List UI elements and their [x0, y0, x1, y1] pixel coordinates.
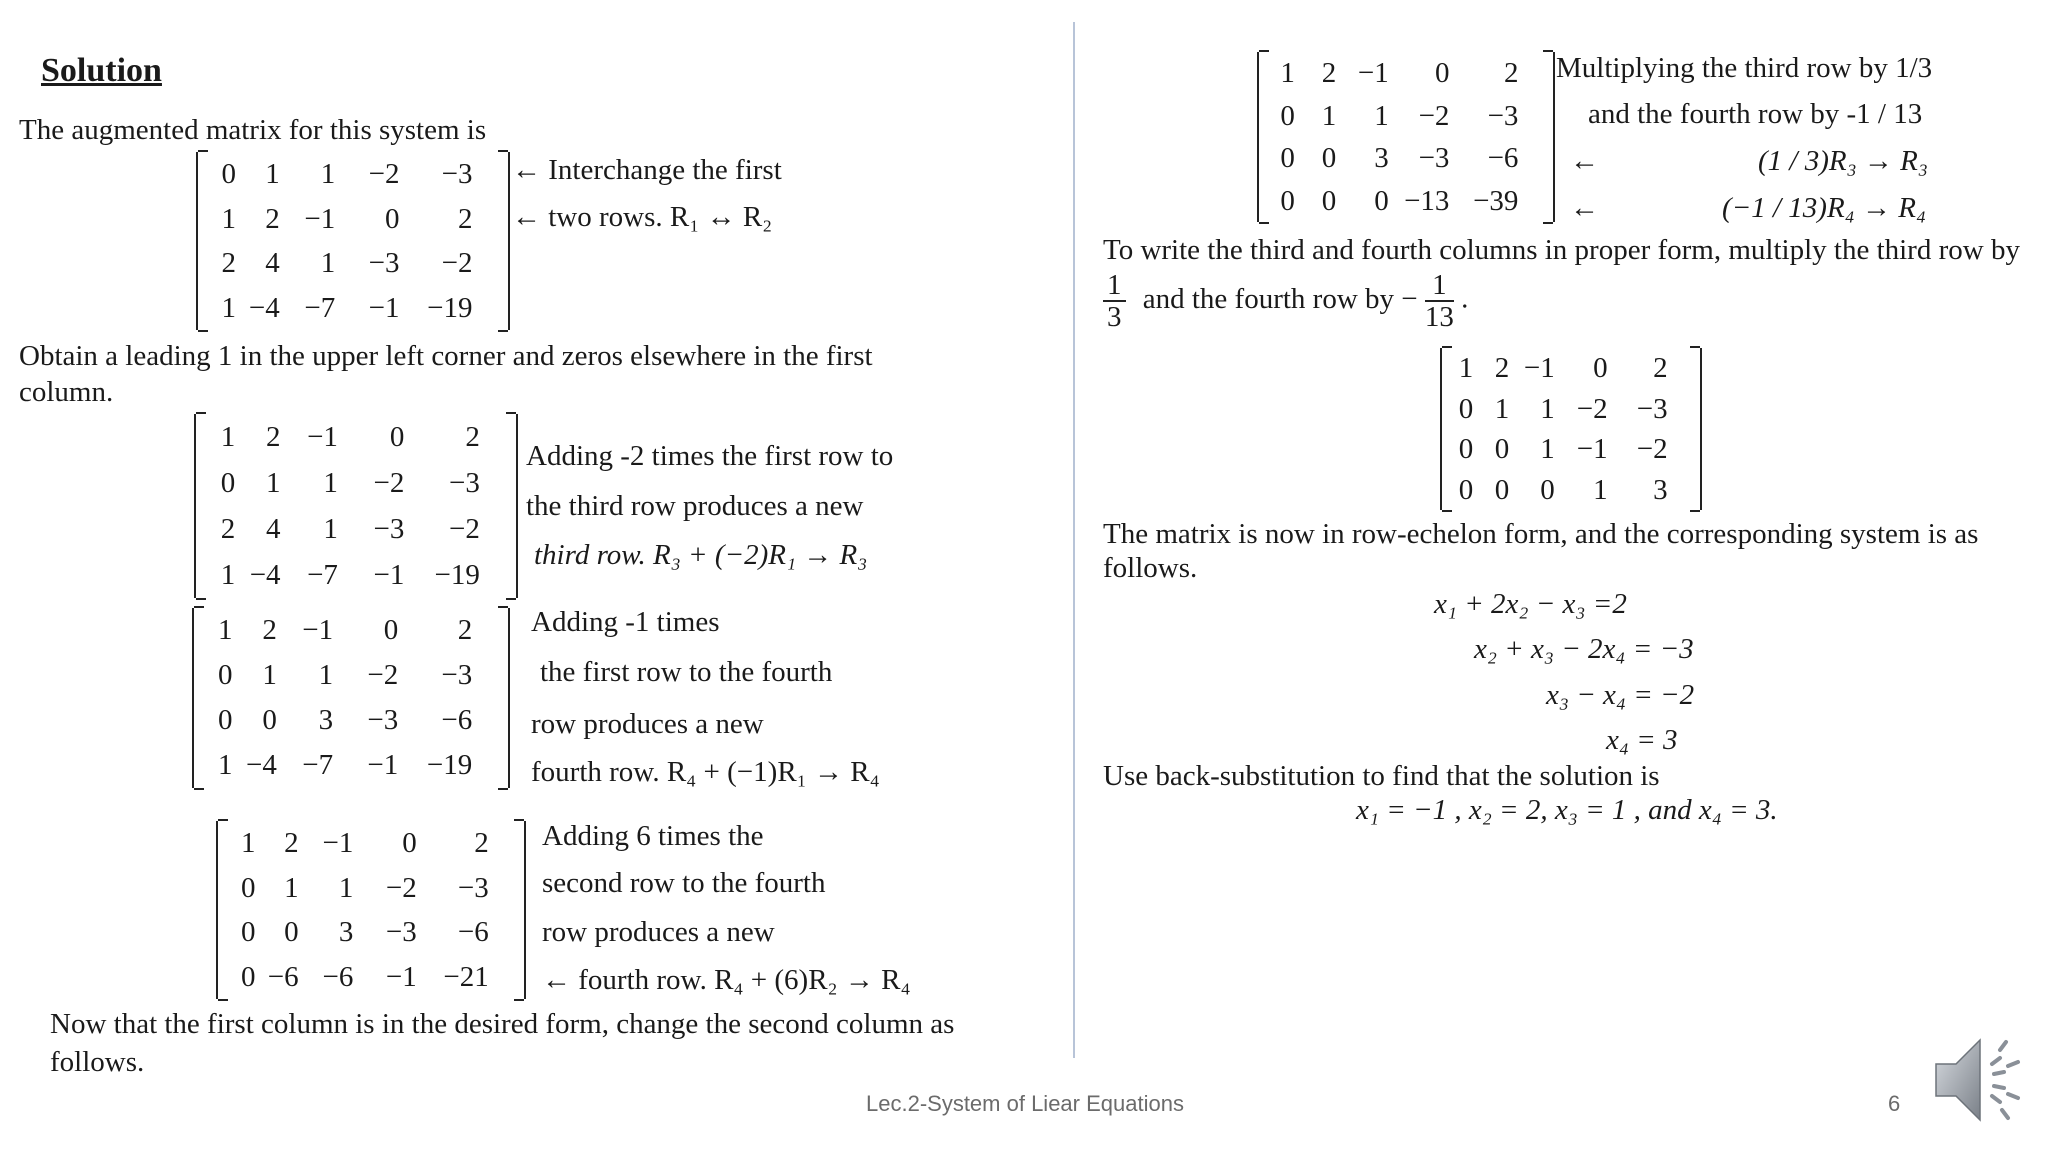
matrix-row	[196, 506, 516, 552]
matrix-2-note-3: third row. R₃ + (−2)R₁ → R₃	[534, 539, 868, 571]
matrix-5-note-1: Multiplying the third row by 1/3	[1556, 52, 1933, 84]
matrix-cell: 4	[266, 513, 281, 545]
matrix-cell: −1	[373, 559, 405, 591]
fraction-one-third: $\frac{1}{3}$	[1103, 270, 1126, 332]
matrix-3	[192, 608, 510, 788]
paragraph-2-line-2: column.	[19, 376, 114, 408]
matrix-cell: 3	[318, 704, 334, 736]
matrix-cell: −3	[385, 916, 417, 948]
matrix-cell: −7	[307, 559, 338, 591]
matrix-cell: −3	[457, 871, 489, 904]
matrix-cell: 1	[240, 827, 256, 859]
solution-heading: Solution	[41, 52, 162, 89]
speaker-icon-graphic	[1930, 1030, 2030, 1130]
matrix-cell: −1	[385, 960, 417, 993]
right-paragraph-1-line-2	[1103, 270, 1468, 332]
matrix-cell: 1	[266, 467, 281, 499]
matrix-row	[198, 152, 508, 197]
matrix-cell: 1	[265, 158, 280, 190]
matrix-cell: −1	[1357, 57, 1389, 89]
matrix-cell: 0	[1374, 184, 1389, 217]
matrix-cell: −3	[441, 659, 473, 691]
matrix-cell: 2	[265, 202, 280, 235]
matrix-cell: 0	[240, 960, 256, 993]
matrix-1	[196, 152, 510, 330]
matrix-cell: −39	[1473, 184, 1519, 217]
matrix-cell: 0	[1280, 142, 1295, 174]
matrix-4-note-2: second row to the fourth	[542, 867, 826, 899]
matrix-5-note-2: and the fourth row by -1 / 13	[1588, 98, 1923, 130]
matrix-row	[218, 955, 524, 1000]
equation-4: x₄ = 3	[1606, 724, 1678, 756]
matrix-cell: 1	[338, 871, 354, 904]
matrix-4-note-3: row produces a new	[542, 916, 775, 948]
matrix-cell: −1	[368, 291, 400, 324]
matrix-cell: 1	[221, 291, 236, 324]
matrix-2-note-1: Adding -2 times the first row to	[526, 440, 894, 472]
matrix-4	[216, 821, 526, 999]
matrix-4-note-4: ← fourth row. R₄ + (6)R₂ → R₄	[542, 964, 911, 996]
matrix-cell: −13	[1404, 184, 1450, 217]
matrix-row	[194, 608, 508, 653]
matrix-cell: 0	[1540, 473, 1555, 506]
matrix-3-note-3: row produces a new	[531, 708, 764, 740]
column-divider	[1073, 22, 1075, 1058]
matrix-row	[196, 414, 516, 460]
matrix-row	[198, 241, 508, 286]
matrix-row	[218, 821, 524, 866]
matrix-cell: −2	[373, 467, 405, 499]
matrix-cell: −2	[385, 871, 417, 904]
matrix-cell: 1	[320, 158, 336, 190]
matrix-row	[194, 698, 508, 743]
equation-3: x₃ − x₄ = −2	[1546, 679, 1695, 711]
matrix-cell: −3	[373, 513, 405, 545]
matrix-2-note-2: the third row produces a new	[526, 490, 864, 522]
matrix-cell: −6	[322, 960, 354, 993]
matrix-cell: 0	[221, 158, 236, 190]
matrix-cell: −1	[322, 827, 354, 859]
solution-line: x₁ = −1 , x₂ = 2, x₃ = 1 , and x₄ = 3.	[1356, 794, 1778, 826]
matrix-5-note-3-op: (1 / 3)R₃ → R₃	[1758, 145, 1928, 177]
matrix-cell: −2	[368, 158, 400, 190]
matrix-cell: −3	[441, 158, 473, 190]
matrix-3-note-1: Adding -1 times	[531, 606, 720, 638]
matrix-cell: 0	[217, 659, 233, 691]
matrix-row	[194, 653, 508, 698]
matrix-cell: 0	[240, 916, 256, 948]
matrix-row	[198, 286, 508, 331]
matrix-cell: 0	[262, 704, 277, 736]
matrix-cell: −3	[1636, 392, 1668, 425]
matrix-cell: 0	[1458, 433, 1474, 465]
matrix-cell: −1	[302, 614, 334, 646]
matrix-cell: −19	[427, 291, 473, 324]
fraction-one-thirteenth: $\frac{1}{13}$	[1424, 269, 1454, 333]
matrix-row	[1442, 348, 1700, 389]
matrix-cell: 1	[217, 614, 233, 646]
matrix-cell: 0	[240, 871, 256, 904]
matrix-cell: −2	[1418, 99, 1450, 132]
matrix-cell: 1	[1374, 99, 1389, 132]
matrix-cell: 0	[1280, 184, 1295, 217]
matrix-cell: −6	[441, 704, 473, 736]
matrix-cell: 0	[389, 421, 405, 453]
matrix-cell: 1	[320, 247, 336, 279]
matrix-cell: 0	[220, 467, 236, 499]
paragraph-3-line-2: follows.	[50, 1046, 145, 1078]
matrix-cell: −2	[1576, 392, 1608, 425]
matrix-row	[198, 197, 508, 242]
matrix-cell: −3	[368, 247, 400, 279]
matrix-row	[218, 866, 524, 911]
matrix-cell: 2	[457, 614, 473, 646]
matrix-cell: −19	[426, 749, 473, 781]
matrix-row	[1259, 95, 1553, 138]
matrix-cell: −3	[367, 704, 399, 736]
matrix-row	[1259, 52, 1553, 95]
matrix-cell: 0	[384, 202, 400, 235]
equation-1: x₁ + 2x₂ − x₃ =2	[1434, 588, 1627, 620]
matrix-cell: 2	[266, 421, 281, 453]
matrix-cell: −4	[246, 749, 277, 781]
matrix-cell: 0	[217, 704, 233, 736]
speaker-icon[interactable]	[1930, 1030, 2030, 1130]
matrix-cell: −1	[304, 202, 336, 235]
matrix-5-note-3-arrow: ←	[1570, 145, 1599, 177]
matrix-cell: 4	[265, 247, 280, 279]
matrix-row	[218, 910, 524, 955]
matrix-row	[1442, 470, 1700, 511]
matrix-1-note-1: ← Interchange the first	[512, 154, 782, 186]
matrix-cell: 2	[1494, 352, 1510, 384]
matrix-cell: −6	[457, 916, 489, 948]
matrix-cell: 1	[1540, 433, 1555, 465]
matrix-row	[1442, 429, 1700, 470]
matrix-cell: 1	[284, 871, 299, 904]
matrix-cell: 2	[220, 513, 236, 545]
intro-text: The augmented matrix for this system is	[19, 114, 487, 146]
matrix-cell: −4	[249, 559, 281, 591]
paragraph-3-line-1: Now that the first column is in the desired form, change the second column as	[50, 1008, 955, 1040]
matrix-cell: 1	[1593, 473, 1608, 506]
matrix-row	[196, 552, 516, 598]
matrix-cell: 3	[1653, 473, 1668, 506]
matrix-cell: 1	[1321, 99, 1337, 132]
matrix-3-note-4: fourth row. R₄ + (−1)R₁ → R₄	[531, 756, 880, 788]
footer-title: Lec.2-System of Liear Equations	[866, 1091, 1184, 1116]
matrix-cell: 1	[1540, 392, 1555, 425]
matrix-cell: −7	[304, 291, 336, 324]
matrix-cell: −2	[449, 513, 480, 545]
matrix-cell: −1	[1576, 433, 1608, 465]
matrix-cell: 0	[1434, 57, 1450, 89]
matrix-cell: −7	[302, 749, 334, 781]
matrix-5-note-4-arrow: ←	[1570, 192, 1599, 224]
matrix-cell: 2	[474, 827, 489, 859]
matrix-cell: 0	[402, 827, 417, 859]
matrix-cell: −2	[1636, 433, 1668, 465]
matrix-cell: −1	[367, 749, 399, 781]
matrix-cell: 0	[1458, 392, 1474, 425]
matrix-cell: 0	[1321, 142, 1337, 174]
matrix-row	[1259, 180, 1553, 223]
matrix-row	[1442, 389, 1700, 430]
matrix-6	[1440, 348, 1702, 510]
matrix-1-note-2: ← two rows. R₁ ↔ R₂	[512, 201, 773, 233]
matrix-cell: −4	[248, 291, 280, 324]
matrix-cell: −2	[367, 659, 399, 691]
matrix-cell: 2	[1653, 352, 1668, 384]
right-paragraph-2-line-2: follows.	[1103, 552, 1198, 584]
matrix-cell: 0	[383, 614, 399, 646]
matrix-cell: 1	[1458, 352, 1474, 384]
matrix-4-note-1: Adding 6 times the	[542, 820, 764, 852]
matrix-cell: 0	[284, 916, 299, 948]
page-number: 6	[1888, 1091, 1901, 1116]
period: .	[1461, 282, 1469, 315]
right-paragraph-3: Use back-substitution to find that the solution is	[1103, 760, 1660, 792]
matrix-cell: 1	[1280, 57, 1295, 89]
matrix-cell: 0	[1321, 184, 1337, 217]
matrix-5	[1257, 52, 1555, 222]
matrix-cell: −19	[434, 559, 480, 591]
matrix-2	[194, 414, 518, 598]
matrix-row	[196, 460, 516, 506]
matrix-cell: −3	[1418, 142, 1450, 174]
paragraph-2-line-1: Obtain a leading 1 in the upper left corner and zeros elsewhere in the first	[19, 340, 873, 372]
matrix-row	[1259, 137, 1553, 180]
matrix-cell: 1	[220, 421, 236, 453]
matrix-cell: 1	[217, 749, 233, 781]
matrix-cell: 1	[221, 202, 236, 235]
matrix-cell: 1	[1494, 392, 1510, 425]
matrix-row	[194, 743, 508, 788]
matrix-5-note-4-op: (−1 / 13)R₄ → R₄	[1722, 192, 1927, 224]
matrix-cell: 3	[338, 916, 354, 948]
matrix-cell: 1	[262, 659, 277, 691]
matrix-cell: 0	[1280, 99, 1295, 132]
matrix-cell: 1	[220, 559, 236, 591]
matrix-cell: 0	[1593, 352, 1608, 384]
matrix-cell: −6	[1487, 142, 1519, 174]
matrix-cell: 2	[284, 827, 299, 859]
right-paragraph-2-line-1: The matrix is now in row-echelon form, and the corresponding system is as	[1103, 518, 1979, 550]
matrix-cell: 3	[1374, 142, 1389, 174]
fourth-row-text: and the fourth row by −	[1142, 282, 1418, 315]
matrix-cell: 0	[1494, 433, 1510, 465]
matrix-cell: −3	[449, 467, 480, 499]
matrix-cell: 2	[457, 202, 473, 235]
matrix-cell: 2	[221, 247, 236, 279]
matrix-cell: 2	[262, 614, 277, 646]
matrix-cell: 0	[1494, 473, 1510, 506]
matrix-cell: −1	[1523, 352, 1555, 384]
matrix-cell: 1	[323, 467, 338, 499]
equation-2: x₂ + x₃ − 2x₄ = −3	[1474, 633, 1694, 665]
matrix-cell: 0	[1458, 473, 1474, 506]
matrix-cell: −3	[1487, 99, 1519, 132]
matrix-cell: 2	[465, 421, 480, 453]
matrix-cell: 1	[318, 659, 334, 691]
matrix-3-note-2: the first row to the fourth	[540, 656, 833, 688]
right-paragraph-1-line-1: To write the third and fourth columns in proper form, multiply the third row by	[1103, 234, 2020, 266]
matrix-cell: 1	[323, 513, 338, 545]
matrix-cell: 2	[1321, 57, 1337, 89]
matrix-cell: 2	[1503, 57, 1519, 89]
matrix-cell: −21	[443, 960, 489, 993]
matrix-cell: −2	[441, 247, 473, 279]
matrix-cell: −1	[307, 421, 338, 453]
matrix-cell: −6	[267, 960, 299, 993]
